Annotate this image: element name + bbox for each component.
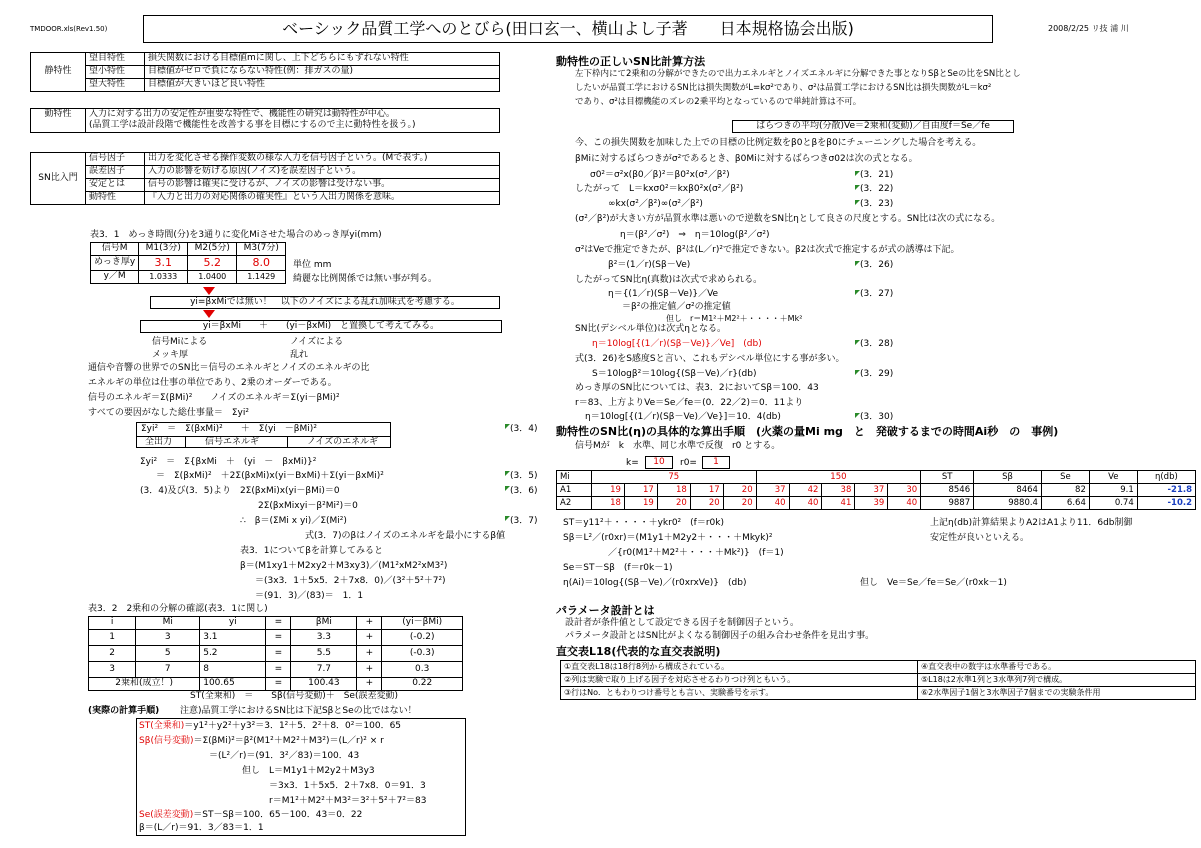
cell: (-0.2)	[382, 630, 463, 646]
text-line: 上記η(db)計算結果よりA2はA1より11．6db制御	[930, 518, 1133, 528]
r0-value: 1	[702, 456, 730, 469]
equation: η＝(β²／σ²) ⇒ η＝10log(β²／σ²)	[620, 230, 770, 240]
label: k=	[626, 458, 639, 468]
cell: 2乗和(成立！)	[89, 678, 200, 691]
table31	[90, 242, 286, 284]
cell: =	[266, 662, 291, 678]
cell: 100.65	[200, 678, 266, 691]
table-row	[31, 66, 500, 79]
cell: 誤差因子	[86, 166, 145, 179]
equation: ∞kx(σ²／β²)∞(σ²／β²)	[608, 199, 703, 209]
table-row	[91, 270, 286, 283]
cell: 40	[888, 497, 921, 510]
dynamic-text	[86, 109, 500, 133]
cell: 39	[855, 497, 888, 510]
cell: Se	[1041, 471, 1089, 484]
table-row	[89, 617, 463, 630]
cell: y／M	[91, 270, 139, 283]
cell: +	[357, 662, 382, 678]
flow-box-1	[150, 296, 500, 309]
cell: ④直交表中の数字は水準番号である。	[918, 661, 1196, 674]
cell: A2	[557, 497, 592, 510]
equation: 但し L＝M1y1＋M2y2＋M3y3	[242, 766, 375, 776]
cell: =	[266, 630, 291, 646]
cell: 7	[136, 662, 200, 678]
label: 乱れ	[290, 350, 309, 360]
eq34-box	[136, 422, 391, 448]
cell: 1.0333	[139, 270, 188, 283]
cell: 目標値がゼロで負にならない特性(例：排ガスの量)	[145, 66, 500, 79]
cell: 30	[888, 484, 921, 497]
cell: 1.1429	[237, 270, 286, 283]
equation: ＝ST－Sβ＝100．65－100．43＝0．22	[193, 810, 363, 820]
text-line: 表3．1についてβを計算してみると	[240, 546, 384, 556]
equation: ＝β²の推定値／σ²の推定値	[622, 302, 731, 312]
boxed-formula	[732, 120, 1014, 133]
text-line: エネルギの単位は仕事の単位であり、2乗のオーダーである。	[88, 378, 337, 388]
k-value: 10	[645, 456, 673, 469]
equation: Σyi² ＝ Σ{βxMi ＋ (yi － βxMi)}²	[140, 457, 317, 467]
cell: 信号M	[91, 243, 139, 256]
cell: -10.2	[1137, 497, 1195, 510]
cell: 0.74	[1089, 497, 1137, 510]
group-label: SN比入門	[31, 153, 86, 205]
flow-box-2-text: yi＝βxMi ＋ (yi－βxMi) と置換して考えてみる。	[202, 321, 440, 331]
equation: 2Σ(βxMixyi－β²Mi²)＝0	[258, 501, 358, 511]
section-heading: パラメータ設計とは	[556, 604, 655, 617]
text-line: 信号Mが k 水準、同じ水準で反復 r0 とする。	[575, 441, 781, 451]
cell: 望小特性	[86, 66, 145, 79]
eq-number: (3．4)	[510, 424, 538, 434]
table-row	[561, 661, 1196, 674]
static-char-table	[30, 52, 500, 92]
table-row	[89, 630, 463, 646]
table-row	[91, 243, 286, 256]
text-line: パラメータ設計とはSN比がよくなる制御因子の組み合わせ条件を見出す事。	[565, 631, 875, 641]
cell: 1.0400	[188, 270, 237, 283]
cell: 2	[89, 646, 136, 662]
cell: -21.8	[1137, 484, 1195, 497]
dynamic-line-1: 入力に対する出力の安定性が重要な特性で、機能性の研究は動特性が中心。	[89, 109, 395, 119]
cell: Mi	[136, 617, 200, 630]
text-line: したいが品質工学におけるSN比は損失関数がL=kσ²であり、σ²は品質工学におけるSN比は損失関数がL＝kσ²	[575, 83, 992, 93]
cell: βMi	[291, 617, 357, 630]
practice-title: (実際の計算手順)	[88, 706, 160, 716]
label: メッキ厚	[152, 350, 189, 360]
cell: +	[357, 630, 382, 646]
cell: 9880.4	[974, 497, 1042, 510]
cell: 42	[789, 484, 822, 497]
cell: 37	[855, 484, 888, 497]
arrow-down-icon	[203, 287, 215, 295]
experiment-table	[556, 470, 1196, 510]
file-name: TMDOOR.xls(Rev1.50)	[30, 25, 108, 33]
equation: η＝10log[{(1／r)(Sβ－Ve)／Ve}]＝10．4(db)	[585, 412, 781, 422]
table-row	[91, 256, 286, 271]
label: ST(全乗和)	[139, 721, 185, 731]
equation: ∴ β＝(ΣMi x yi)／Σ(Mi²)	[240, 516, 347, 526]
equation: ＝Σ(βMi)²＝β²(M1²＋M2²＋M3²)＝(L／r)² × r	[193, 736, 384, 746]
dynamic-table	[30, 108, 500, 133]
cell: 3.1	[139, 256, 188, 271]
text-line: r＝83、上方よりVe＝Se／fe＝(0．22／2)＝0．11より	[575, 398, 804, 408]
cell: 3	[89, 662, 136, 678]
eq-number: (3．27)	[860, 289, 894, 299]
equation: Sβ＝L²／(r0xr)＝(M1y1＋M2y2＋・・・＋Mkyk)²	[563, 533, 773, 543]
cell: ①直交表L18は18行8列から構成されている。	[561, 661, 918, 674]
label: 信号エネルギ	[205, 437, 260, 447]
equation: σ0²＝σ²x(β0／β)²＝β0²x(σ²／β²)	[590, 170, 730, 180]
cell: =	[266, 678, 291, 691]
unit-label: 単位 mm	[293, 260, 332, 270]
cell: η(db)	[1137, 471, 1195, 484]
equation: Σyi² ＝ Σ(βxMi)² ＋ Σ(yi －βMi)²	[141, 424, 317, 434]
label: 信号Miによる	[152, 337, 208, 347]
cell: 3	[136, 630, 200, 646]
text-line: SN比(デシベル単位)は次式ηとなる。	[575, 324, 726, 334]
cell: ST	[921, 471, 974, 484]
cell: 37	[756, 484, 789, 497]
cell: 9.1	[1089, 484, 1137, 497]
table-row	[557, 471, 1196, 484]
table-row	[31, 166, 500, 179]
cell: 望目特性	[86, 53, 145, 66]
cell: ②列は実験で取り上げる因子を対応させるわりつけ列ともいう。	[561, 674, 918, 687]
equation: ＝3x3．1＋5x5．2＋7x8．0＝91．3	[269, 781, 426, 791]
cell: +	[357, 678, 382, 691]
text-line: であり、σ²は目標機能のズレの2乗平均となっているので単純計算は不可。	[575, 97, 862, 107]
table32	[88, 616, 463, 691]
label: 全出力	[145, 437, 173, 447]
cell: =	[266, 617, 291, 630]
cell: 7.7	[291, 662, 357, 678]
table-row	[561, 687, 1196, 700]
practice-box	[136, 718, 466, 836]
eq-number: (3．5)	[510, 471, 538, 481]
cell: 41	[822, 497, 855, 510]
cell: 5.5	[291, 646, 357, 662]
eq-number: (3．30)	[860, 412, 894, 422]
cell: 9887	[921, 497, 974, 510]
section-heading: 動特性のSN比(η)の具体的な算出手順 (火薬の量Mi mg と 発破するまでの時間Ai秒 の 事例)	[556, 425, 1059, 438]
label: r0=	[680, 458, 697, 468]
cell: +	[357, 617, 382, 630]
equation: η＝{(1／r)(Sβ－Ve)}／Ve	[608, 289, 719, 299]
cell: 20	[723, 497, 756, 510]
cell: =	[266, 646, 291, 662]
text-line: (σ²／β²)が大きい方が品質水準は悪いので逆数をSN比ηとして良さの尺度とする。SN比は次の式になる。	[575, 214, 1001, 224]
cell: 8.0	[237, 256, 286, 271]
equation: Se＝ST－Sβ (f＝r0k－1)	[563, 563, 673, 573]
equation: S＝10logβ²＝10log{(Sβ－Ve)／r}(db)	[592, 369, 757, 379]
equation: β＝(M1xy1＋M2xy2＋M3xy3)／(M1²xM2²xM3²)	[240, 561, 448, 571]
title-box	[143, 15, 993, 43]
eq-number: (3．29)	[860, 369, 894, 379]
eq-number: (3．22)	[860, 184, 894, 194]
cell: 安定とは	[86, 179, 145, 192]
cell: 望大特性	[86, 79, 145, 92]
label: ノイズによる	[290, 337, 344, 347]
equation: 但し Ve＝Se／fe＝Se／(r0xk－1)	[860, 578, 1007, 588]
cell: M2(5分)	[188, 243, 237, 256]
label: Sβ(信号変動)	[139, 736, 194, 746]
cell: 38	[822, 484, 855, 497]
arrow-down-icon	[203, 310, 215, 318]
cell: 0.22	[382, 678, 463, 691]
equation: したがって L＝kxσ0²＝kxβ0²x(σ²／β²)	[575, 184, 744, 194]
eq-number: (3．26)	[860, 260, 894, 270]
cell: 『入力と出力の対応関係の確実性』という入出力関係を意味。	[145, 192, 500, 205]
cell: (-0.3)	[382, 646, 463, 662]
table-row	[31, 79, 500, 92]
table-row	[31, 109, 500, 133]
cell: 5.2	[188, 256, 237, 271]
cell: ③行はNo．ともわりつけ番号とも言い、実験番号を示す。	[561, 687, 918, 700]
equation: ＝y1²＋y2²＋y3²＝3．1²＋5．2²＋8．0²＝100．65	[184, 721, 402, 731]
table-row	[31, 53, 500, 66]
group-label: 静特性	[31, 53, 86, 92]
cell: 5	[136, 646, 200, 662]
text-line: 左下枠内にて2乗和の分解ができたので出力エネルギとノイズエネルギに分解できた事となりSβとSeの比をSN比とし	[575, 69, 1021, 79]
cell: 8464	[974, 484, 1042, 497]
cell: M1(3分)	[139, 243, 188, 256]
section-heading: 直交表L18(代表的な直交表説明)	[556, 645, 721, 658]
eq-number: (3．7)	[510, 516, 538, 526]
table31-note: 綺麗な比例関係では無い事が判る。	[293, 274, 438, 284]
text-line: めっき厚のSN比については、表3．2においてSβ＝100．43	[575, 383, 819, 393]
eq-number: (3．28)	[860, 339, 894, 349]
cell: 信号の影響は確実に受けるが、ノイズの影響は受けない事。	[145, 179, 500, 192]
cell: 150	[756, 471, 921, 484]
cell: 20	[657, 497, 690, 510]
equation: ＝ Σ(βxMi)² ＋2Σ(βxMi)x(yi－BxMi)＋Σ(yi－βxMi)²	[156, 471, 384, 481]
boxed-formula-text: ばらつきの平均(分散)Ve＝2乗和(変動)／自由度f＝Se／fe	[756, 121, 990, 131]
cell: 40	[756, 497, 789, 510]
cell: +	[357, 646, 382, 662]
cell: 19	[624, 497, 657, 510]
legend: ST(全乗和) ＝ Sβ(信号変動)＋ Se(誤差変動)	[190, 691, 398, 701]
text-line: 安定性が良いといえる。	[930, 533, 1030, 543]
cell: ⑥2水準因子1個と3水準因子7個までの実験条件用	[918, 687, 1196, 700]
table-row	[31, 192, 500, 205]
text-line: 式(3．26)をS感度Sと言い、これもデシベル単位にする事が多い。	[575, 354, 845, 364]
text-line: 設計者が条件値として設定できる因子を制御因子という。	[565, 618, 800, 628]
cell: 5.2	[200, 646, 266, 662]
cell: 18	[657, 484, 690, 497]
dynamic-line-2: (品質工学は設計段階で機能性を改善する事を目標にするので主に動特性を扱う。)	[89, 120, 416, 131]
table-row	[557, 484, 1196, 497]
orthogonal-table	[560, 660, 1196, 700]
cell: 18	[592, 497, 625, 510]
cell: ⑤L18は2水準1列と3水準列7列で構成。	[918, 674, 1196, 687]
cell: 8	[200, 662, 266, 678]
text-line: σ²はVeで推定できたが、β²は(L／r)²で推定できない。β2は次式で推定するが式の誘導は下記。	[575, 245, 960, 255]
cell: 8546	[921, 484, 974, 497]
cell: 100.43	[291, 678, 357, 691]
cell: 20	[723, 484, 756, 497]
text-line: すべての要因がなした総仕事量＝ Σyi²	[88, 408, 249, 418]
label: Se(誤差変動)	[139, 810, 194, 820]
cell: Ve	[1089, 471, 1137, 484]
date-author: 2008/2/25 リ技 浦 川	[1048, 24, 1129, 33]
dynamic-label: 動特性	[31, 109, 86, 133]
equation: (3．4)及び(3．5)より 2Σ(βxMi)x(yi－βMi)＝0	[140, 486, 340, 496]
text-line: したがってSN比η(真数)は次式で求められる。	[575, 275, 763, 285]
cell: 20	[690, 497, 723, 510]
cell: 動特性	[86, 192, 145, 205]
equation: ＝(3x3．1＋5x5．2＋7x8．0)／(3²＋5²＋7²)	[255, 576, 446, 586]
cell: 1	[89, 630, 136, 646]
equation: ＝(L²／r)＝(91．3²／83)＝100．43	[209, 751, 360, 761]
text-line: 今、この損失関数を加味した上での目標の比例定数をβ0とβをβ0にチューニングした場合を考える。	[575, 138, 982, 148]
cell: 0.3	[382, 662, 463, 678]
practice-note: 注意)品質工学におけるSN比は下記SβとSeの比ではない！	[180, 706, 417, 716]
cell: 3.1	[200, 630, 266, 646]
cell: Mi	[557, 471, 592, 484]
table32-caption: 表3．2 2乗和の分解の確認(表3．1に関し)	[88, 604, 268, 614]
cell: 信号因子	[86, 153, 145, 166]
cell: 損失関数における目標値mに関し、上下どちらにもずれない特性	[145, 53, 500, 66]
table31-caption: 表3．1 めっき時間(分)を3通りに変化Miさせた場合のめっき厚yi(mm)	[90, 230, 382, 240]
cell: Sβ	[974, 471, 1042, 484]
equation: ＝(91．3)／(83)＝ 1．1	[255, 591, 364, 601]
equation: 但し r＝M1²＋M2²＋・・・・＋Mk²	[666, 314, 803, 323]
text-line: βMiに対するばらつきがσ²であるとき、β0Miに対するばらつきσ02は次の式となる。	[575, 154, 918, 164]
equation: r＝M1²＋M2²＋M3²＝3²＋5²＋7²＝83	[269, 796, 427, 806]
text-line: 式(3．7)のβはノイズのエネルギを最小にするβ値	[305, 531, 506, 541]
equation: β²＝(1／r)(Sβ－Ve)	[608, 260, 691, 270]
cell: 出力を変化させる操作変数の様な入力を信号因子という。(Mで表す。)	[145, 153, 500, 166]
cell: 82	[1041, 484, 1089, 497]
table-row	[31, 153, 500, 166]
sn-intro-table	[30, 152, 500, 205]
eq-number: (3．23)	[860, 199, 894, 209]
text-line: 通信や音響の世界でのSN比＝信号のエネルギとノイズのエネルギの比	[88, 363, 370, 373]
cell: yi	[200, 617, 266, 630]
eq-number: (3．21)	[860, 170, 894, 180]
cell: 6.64	[1041, 497, 1089, 510]
cell: 3.3	[291, 630, 357, 646]
flow-box-2	[140, 320, 502, 333]
cell: 17	[690, 484, 723, 497]
cell: 入力の影響を妨げる原因(ノイズ)を誤差因子という。	[145, 166, 500, 179]
cell: 17	[624, 484, 657, 497]
cell: めっき厚y	[91, 256, 139, 271]
flow-box-1-text: yi=βxMiでは無い！ 以下のノイズによる乱れ加味式を考慮する。	[190, 297, 460, 307]
equation: η(Ai)＝10log{(Sβ－Ve)／(r0xrxVe)} (db)	[563, 578, 747, 588]
equation: ST＝y11²＋・・・・＋ykr0² (f＝r0k)	[563, 518, 724, 528]
page-title: ベーシック品質工学へのとびら(田口玄一、横山よし子著 日本規格協会出版)	[282, 19, 854, 38]
cell: i	[89, 617, 136, 630]
table-row	[89, 678, 463, 691]
text-line: 信号のエネルギ＝Σ(βMi)² ノイズのエネルギ＝Σ(yi－βMi)²	[88, 393, 340, 403]
table-row	[31, 179, 500, 192]
table-row	[557, 497, 1196, 510]
label: ノイズのエネルギ	[307, 437, 379, 447]
cell: 目標値が大きいほど良い特性	[145, 79, 500, 92]
section-heading: 動特性の正しいSN比計算方法	[556, 55, 706, 68]
table-row	[89, 646, 463, 662]
cell: M3(7分)	[237, 243, 286, 256]
cell: 40	[789, 497, 822, 510]
table-row	[561, 674, 1196, 687]
cell: A1	[557, 484, 592, 497]
cell: (yi－βMi)	[382, 617, 463, 630]
equation: β＝(L／r)＝91．3／83＝1．1	[139, 823, 264, 833]
table-row	[89, 662, 463, 678]
cell: 75	[592, 471, 757, 484]
cell: 19	[592, 484, 625, 497]
equation: η＝10log[{(1／r)(Sβ－Ve)}／Ve] (db)	[592, 339, 762, 349]
eq-number: (3．6)	[510, 486, 538, 496]
equation: ／{r0(M1²＋M2²＋・・・＋Mk²)} (f＝1)	[608, 548, 784, 558]
